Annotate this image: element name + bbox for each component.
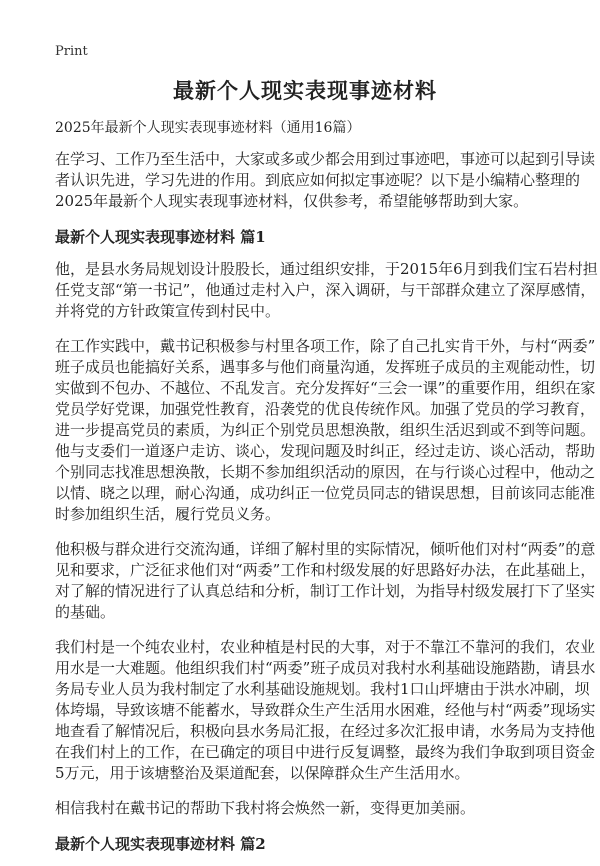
text-line: 者认识先进，学习先进的作用。到底应如何拟定事迹呢？以下是小编精心整理的 <box>55 171 581 189</box>
text-line: 在学习、工作乃至生活中，大家或多或少都会用到过事迹吧，事迹可以起到引导读 <box>55 150 596 168</box>
body-paragraph <box>55 259 598 322</box>
section-heading-2: 最新个人现实表现事迹材料 篇2 <box>55 835 266 853</box>
text-line: 见和要求，广泛征求他们对“两委”工作和村级发展的好思路好办法，在此基础上， <box>55 561 596 579</box>
section-1-body <box>55 259 598 819</box>
text-line: 班子成员也能搞好关系，遇事多与他们商量沟通，发挥班子成员的主观能动性，切 <box>55 358 596 376</box>
text-line: 在我们村上的工作，在已确定的项目中进行反复调整，最终为我们争取到项目资金 <box>55 743 596 761</box>
text-line: 地查看了解情况后，积极向县水务局汇报，在经过多次汇报申请，水务局为支持他 <box>55 722 596 740</box>
document-page <box>55 44 598 866</box>
text-line: 2025年最新个人现实表现事迹材料，仅供参考，希望能够帮助到大家。 <box>55 192 529 210</box>
text-line: 党员学好党课，加强党性教育，沿袭党的优良传统作风。加强了党员的学习教育， <box>55 400 596 418</box>
text-line: 个别同志找准思想涣散，长期不参加组织活动的原因，在与行谈心过程中，他动之 <box>55 463 596 481</box>
text-line: 务局专业人员为我村制定了水利基础设施规划。我村1口山坪塘由于洪水冲刷，坝 <box>55 680 590 698</box>
text-line: 他积极与群众进行交流沟通，详细了解村里的实际情况，倾听他们对村“两委”的意 <box>55 540 596 558</box>
text-line: 任党支部“第一书记”，他通过走村入户，深入调研，与干部群众建立了深厚感情， <box>55 281 596 299</box>
section-heading-1: 最新个人现实表现事迹材料 篇1 <box>55 228 266 246</box>
text-line: 时参加组织生活，履行党员义务。 <box>55 505 281 523</box>
text-line: 的基础。 <box>55 603 116 621</box>
text-line: 他与支委们一道逐户走访、谈心，发现问题及时纠正，经过走访、谈心活动，帮助 <box>55 442 596 460</box>
text-line: 我们村是一个纯农业村，农业种植是村民的大事，对于不靠江不靠河的我们，农业 <box>55 638 596 656</box>
document-subtitle: 2025年最新个人现实表现事迹材料（通用16篇） <box>55 120 361 136</box>
body-paragraph <box>55 539 596 623</box>
body-paragraph <box>55 336 596 525</box>
print-link[interactable]: Print <box>55 44 88 59</box>
text-line: 以情、晓之以理，耐心沟通，成功纠正一位党员同志的错误思想，目前该同志能准 <box>55 484 596 502</box>
page-title: 最新个人现实表现事迹材料 <box>173 78 437 103</box>
body-paragraph <box>55 798 555 819</box>
text-line: 并将党的方针政策宣传到村民中。 <box>55 302 281 320</box>
text-line: 进一步提高党员的素质，为纠正个别党员思想涣散，组织生活迟到或不到等问题。 <box>55 421 596 439</box>
text-line: 对了解的情况进行了认真总结和分析，制订工作计划，为指导村级发展打下了坚实 <box>55 582 596 600</box>
text-line: 他，是县水务局规划设计股股长，通过组织安排，于2015年6月到我们宝石岩村担 <box>55 260 598 278</box>
intro-paragraph <box>55 149 596 212</box>
text-line: 在工作实践中，戴书记积极参与村里各项工作，除了自己扎实肯干外，与村“两委” <box>55 337 596 355</box>
body-paragraph <box>55 637 596 784</box>
text-line: 体垮塌，导致该塘不能蓄水，导致群众生产生活用水困难，经他与村“两委”现场实 <box>55 701 596 719</box>
text-line: 用水是一大难题。他组织我们村“两委”班子成员对我村水利基础设施踏勘，请县水 <box>55 659 596 677</box>
text-line: 实做到不包办、不越位、不乱发言。充分发挥好“三会一课”的重要作用，组织在家 <box>55 379 596 397</box>
text-line: 相信我村在戴书记的帮助下我村将会焕然一新，变得更加美丽。 <box>55 799 476 817</box>
text-line: 5万元，用于该塘整治及渠道配套，以保障群众生产生活用水。 <box>55 764 470 782</box>
